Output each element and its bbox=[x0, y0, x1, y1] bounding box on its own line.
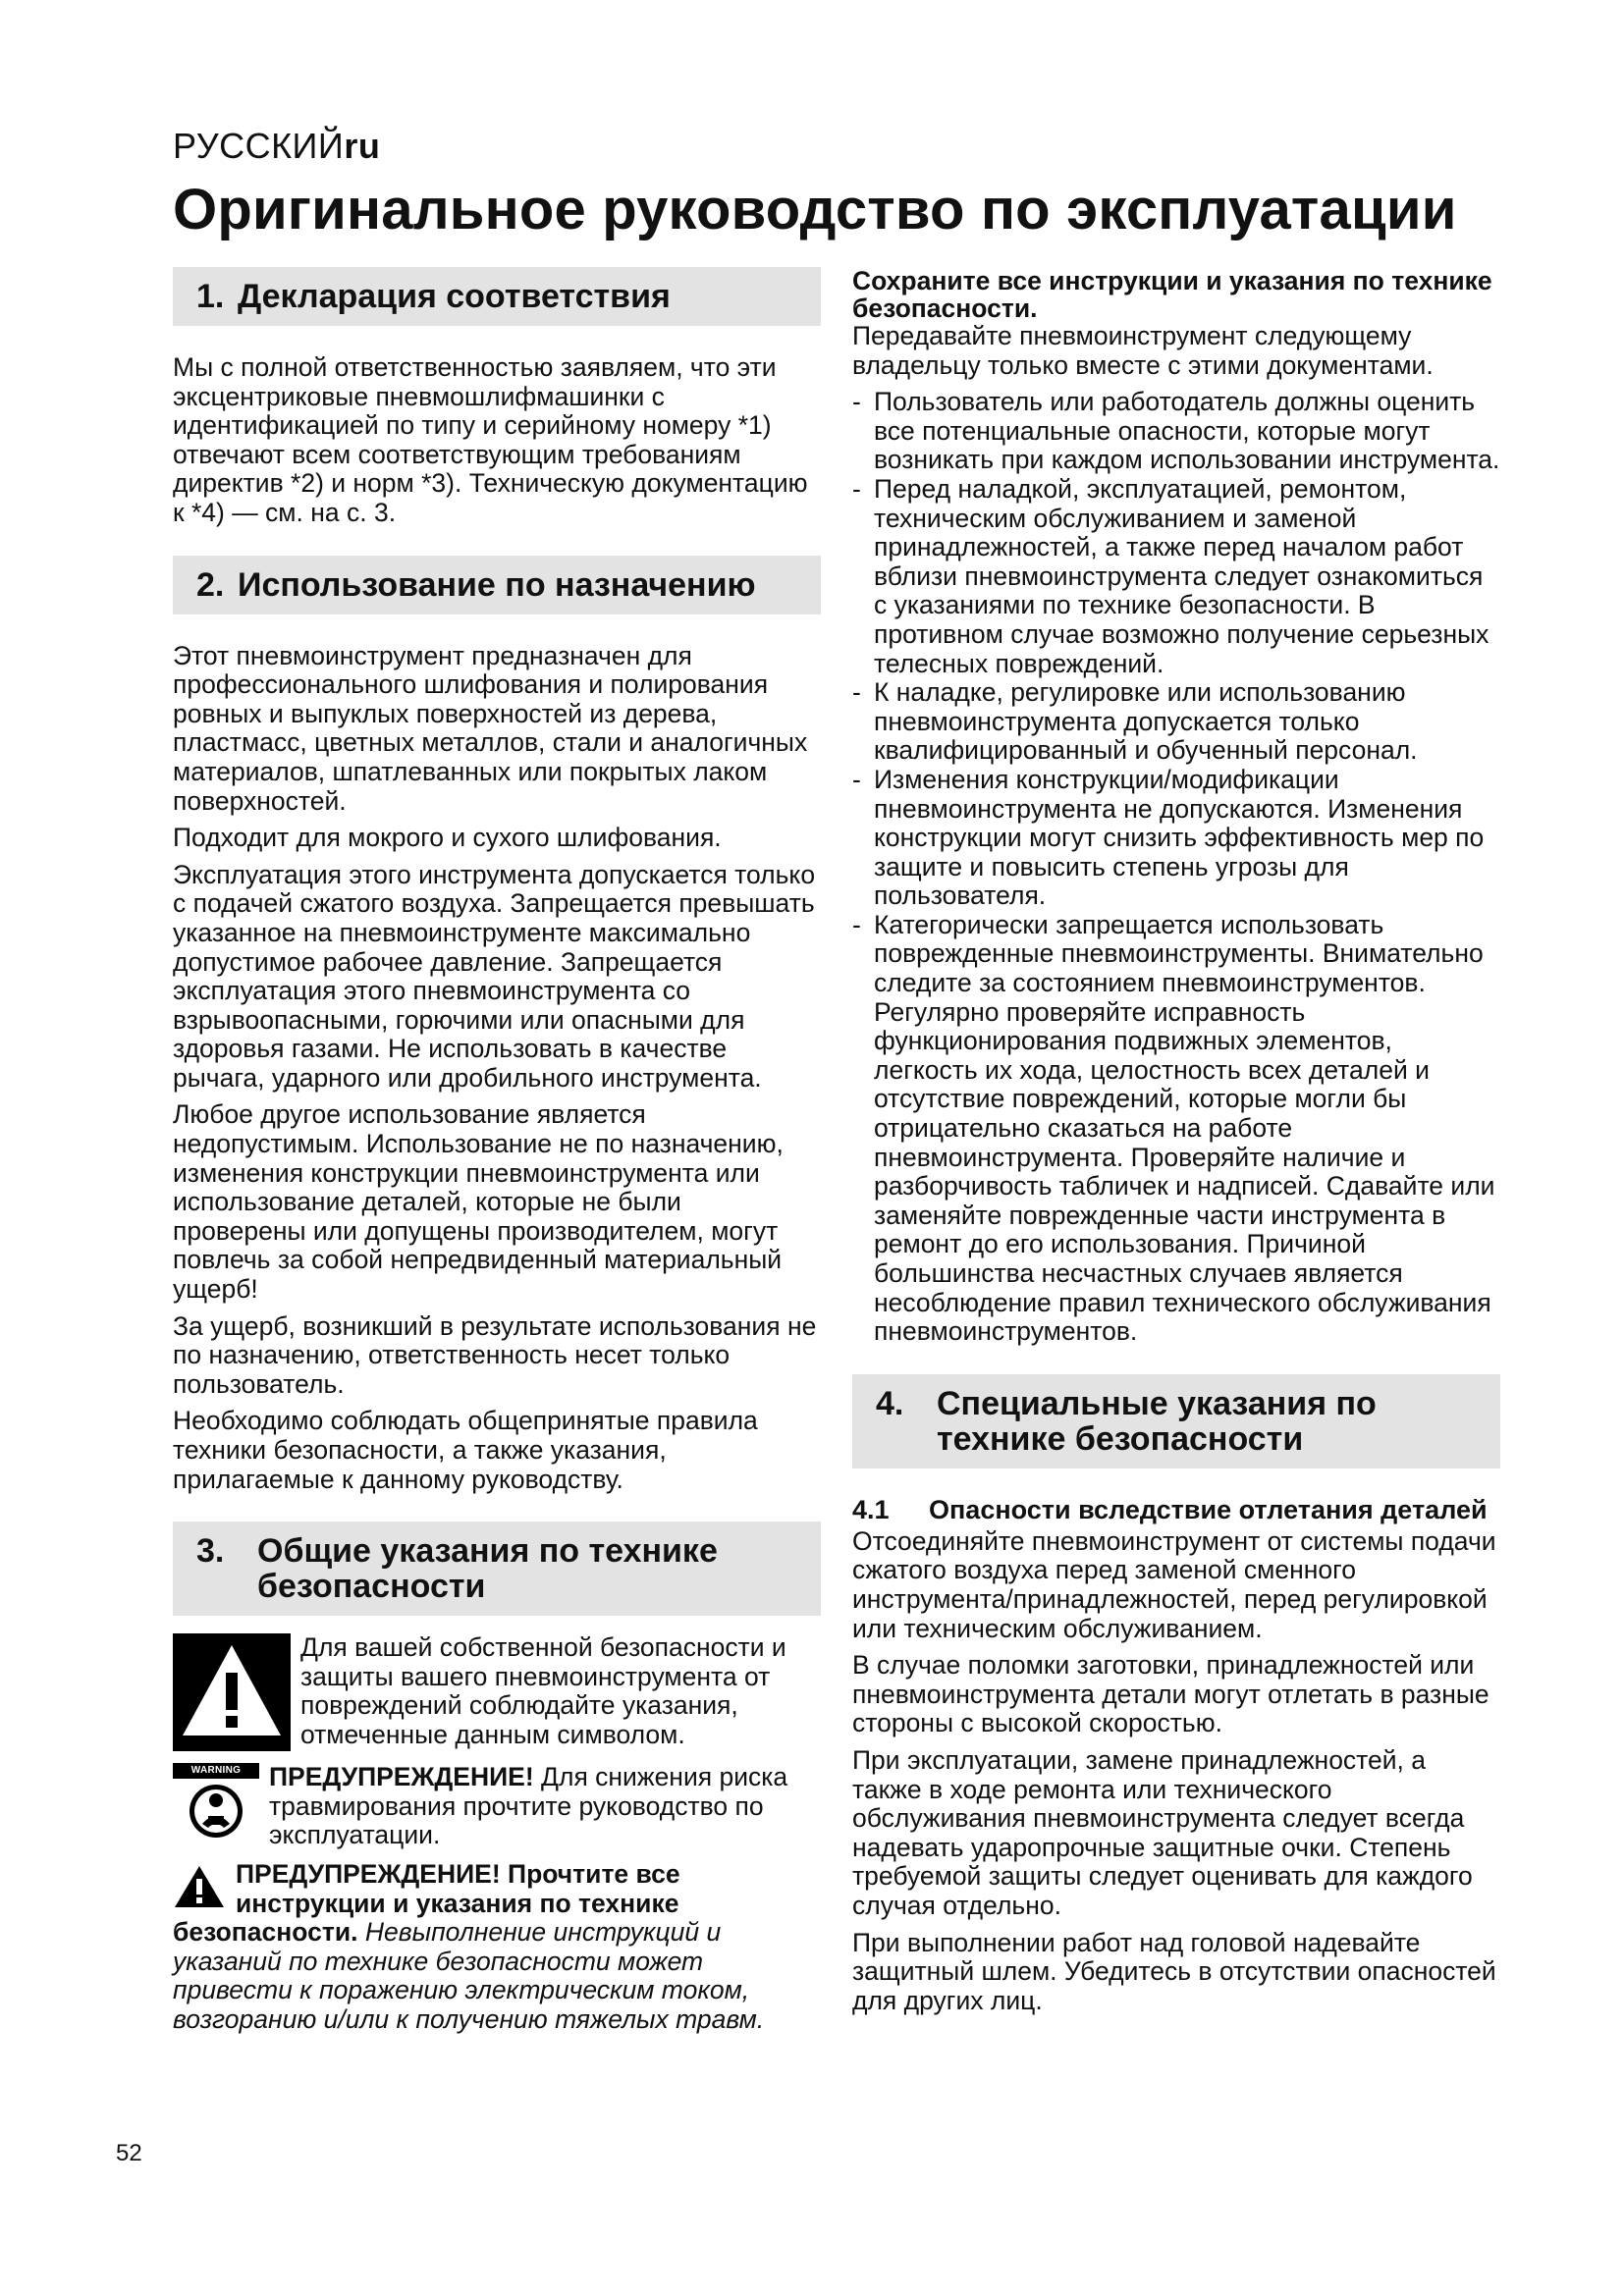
section-4-paragraph: Отсоединяйте пневмоинструмент от системы подачи сжатого воздуха перед заменой сменного инструмента/принадлежностей, перед регулировкой или техническим обслуживанием. bbox=[852, 1525, 1496, 1643]
page-number: 52 bbox=[116, 2140, 142, 2166]
section-4-paragraph: При выполнении работ над головой надевайте защитный шлем. Убедитесь в отсутствии опасностей для других лиц. bbox=[852, 1927, 1496, 2015]
warning-2-italic: Невыполнение инструкций и указаний по технике безопасности может привести к поражению электрическим током, возгоранию и/или к получению тяжелых травм. bbox=[173, 1917, 765, 2034]
section-2-number: 2. bbox=[196, 565, 225, 604]
section-2-paragraph: Этот пневмоинструмент предназначен для профессионального шлифования и полирования ровных и выпуклых поверхностей из дерева, пластмасс, цветных металлов, стали и аналогичных материалов, шпатлеванных или покрытых лаком поверхностей. bbox=[173, 640, 808, 816]
subsection-4-1-number: 4.1 bbox=[852, 1494, 890, 1524]
keep-instructions-heading: Сохраните все инструкции и указания по технике безопасности. bbox=[852, 266, 1492, 323]
warning-1-bold: ПРЕДУПРЕЖДЕНИЕ! bbox=[269, 1762, 534, 1792]
section-2-paragraph: Эксплуатация этого инструмента допускается только с подачей сжатого воздуха. Запрещается превышать указанное на пневмоинструменте максимально допустимое рабочее давление. Запрещается эксплуатация этого пневмоинструмента со взрывоопасными, горючими или опасными для здоровья газами. Не использовать в качестве рычага, ударного или дробильного инструмента. bbox=[173, 859, 816, 1093]
section-3-number: 3. bbox=[196, 1532, 225, 1571]
section-2-paragraph: Любое другое использование является недопустимым. Использование не по назначению, изменения конструкции пневмоинструмента или использование деталей, которые не были проверены или допущены производителем, могут повлечь за собой непредвиденный материальный ущерб! bbox=[173, 1099, 784, 1305]
document-title: Оригинальное руководство по эксплуатации bbox=[173, 178, 1457, 241]
subsection-4-1-title: Опасности вследствие отлетания деталей bbox=[929, 1494, 1488, 1524]
list-item: - Изменения конструкции/модификации пневмоинструмента не допускаются. Изменения конструкции могут снизить эффективность мер по защите и повысить степень угрозы для пользователя. bbox=[852, 766, 1500, 911]
warning-triangle-small-icon bbox=[173, 1864, 226, 1909]
section-1-heading bbox=[173, 267, 821, 326]
section-3-title: Общие указания по технике безопасности bbox=[257, 1532, 718, 1606]
read-manual-icon bbox=[173, 1779, 259, 1840]
section-2-body bbox=[173, 642, 821, 1495]
warning-manual-icon-group bbox=[173, 1763, 259, 1846]
subsection-4-1-heading bbox=[852, 1496, 1500, 1523]
section-2-paragraph: За ущерб, возникший в результате использования не по назначению, ответственность несет только пользователь. bbox=[173, 1310, 817, 1399]
section-4-paragraph: В случае поломки заготовки, принадлежностей или пневмоинструмента детали могут отлетать в разные стороны с высокой скоростью. bbox=[852, 1650, 1489, 1738]
warning-badge: WARNING bbox=[173, 1763, 259, 1779]
warning-2-bold: ПРЕДУПРЕЖДЕНИЕ! Прочтите все инструкции и указания по технике безопасности. bbox=[173, 1858, 680, 1948]
right-column bbox=[852, 267, 1500, 2023]
section-4-number: 4. bbox=[876, 1384, 904, 1422]
warning-read-all bbox=[173, 1860, 821, 2035]
keep-instructions-text: Передавайте пневмоинструмент следующему владельцу только вместе с этими документами. bbox=[852, 321, 1434, 380]
section-4-paragraph: При эксплуатации, замене принадлежностей, а также в ходе ремонта или технического обслуживания пневмоинструмента следует всегда надевать ударопрочные защитные очки. Степень требуемой защиты следует оценивать для каждого случая отдельно. bbox=[852, 1744, 1473, 1920]
list-item: - Перед наладкой, эксплуатацией, ремонтом, техническим обслуживанием и заменой принадлежностей, а также перед началом работ вблизи пневмоинструмента следует ознакомиться с указаниями по технике безопасности. В противном случае возможно получение серьезных телесных повреждений. bbox=[852, 475, 1500, 678]
section-2-title: Использование по назначению bbox=[238, 565, 756, 604]
safety-symbol-block bbox=[173, 1633, 821, 1753]
language-name: РУССКИЙ bbox=[173, 126, 345, 166]
warning-1-text: Для снижения риска травмирования прочтите руководство по эксплуатации. bbox=[269, 1762, 788, 1850]
warning-read-manual bbox=[173, 1763, 821, 1850]
section-1-body: Мы с полной ответственностью заявляем, что эти эксцентриковые пневмошлифмашинки с идентификацией по типу и серийному номеру *1) отвечают всем соответствующим требованиям директив *2) и норм *3). Техническую документацию к *4) — см. на с. 3. bbox=[173, 352, 808, 527]
list-item: - К наладке, регулировке или использованию пневмоинструмента допускается только квалифицированный и обученный персонал. bbox=[852, 678, 1500, 766]
list-item: - Категорически запрещается использовать поврежденные пневмоинструменты. Внимательно следите за состоянием пневмоинструментов. Регулярно проверяйте исправность функционирования подвижных элементов, легкость их хода, целостность всех деталей и отсутствие повреждений, которые могли бы отрицательно сказаться на работе пневмоинструмента. Проверяйте наличие и разборчивость табличек и надписей. Сдавайте или заменяйте поврежденные части инструмента в ремонт до его использования. Причиной большинства несчастных случаев является несоблюдение правил технического обслуживания пневмоинструментов. bbox=[852, 911, 1500, 1347]
language-code: ru bbox=[344, 126, 381, 166]
safety-list bbox=[852, 388, 1500, 1347]
section-4-heading bbox=[852, 1374, 1500, 1468]
left-column bbox=[173, 267, 821, 2035]
section-4-title: Специальные указания по технике безопасности bbox=[937, 1384, 1377, 1458]
warning-triangle-icon bbox=[173, 1633, 291, 1751]
language-label bbox=[173, 126, 380, 167]
safety-symbol-text: Для вашей собственной безопасности и защиты вашего пневмоинструмента от повреждений соблюдайте указания, отмеченные данным символом. bbox=[300, 1632, 786, 1749]
section-1-title: Декларация соответствия bbox=[238, 278, 671, 315]
section-3-heading bbox=[173, 1522, 821, 1616]
section-2-paragraph: Необходимо соблюдать общепринятые правила техники безопасности, а также указания, прилагаемые к данному руководству. bbox=[173, 1406, 758, 1494]
section-2-paragraph: Подходит для мокрого и сухого шлифования. bbox=[173, 823, 722, 853]
section-1-number: 1. bbox=[196, 278, 225, 315]
section-2-heading bbox=[173, 556, 821, 614]
list-item: - Пользователь или работодатель должны оценить все потенциальные опасности, которые могут возникать при каждом использовании инструмента. bbox=[852, 388, 1500, 475]
